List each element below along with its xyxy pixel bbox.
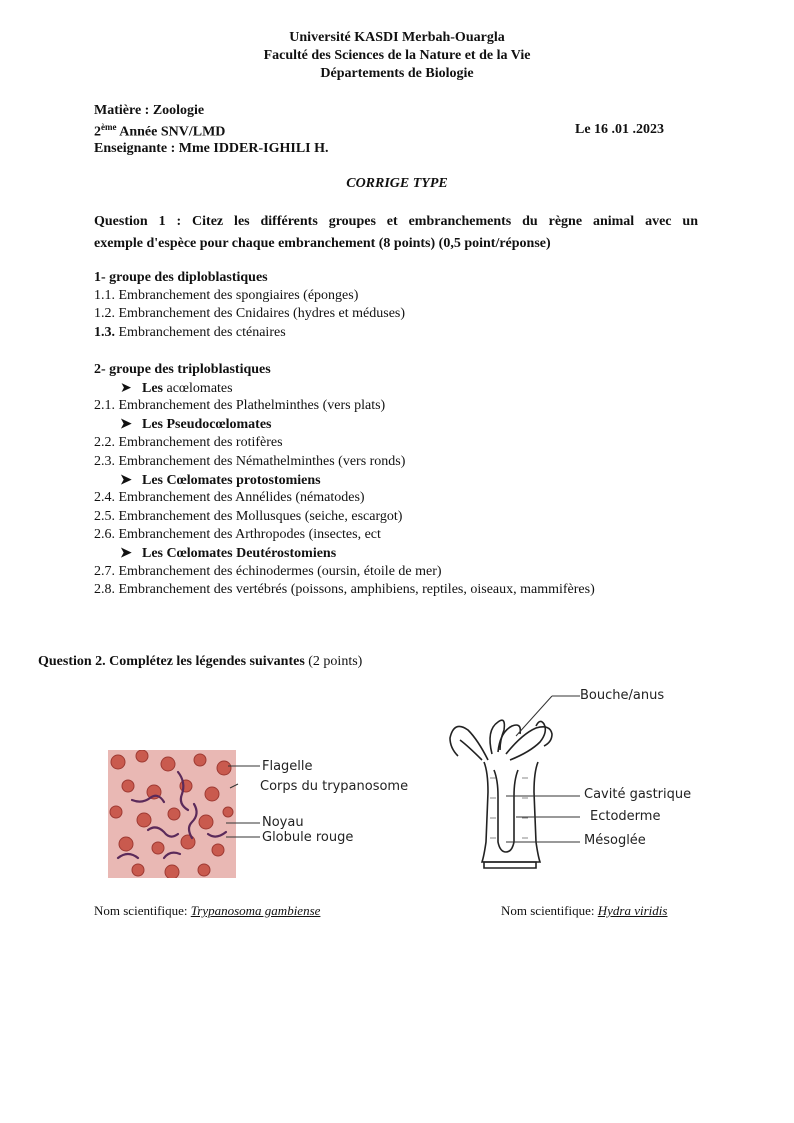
trypanosoma-name: Trypanosoma gambiense xyxy=(190,903,321,918)
label-globule-rouge: Globule rouge xyxy=(262,830,354,845)
group-2-title: 2- groupe des triploblastiques xyxy=(94,362,271,377)
subject: Matière : Zoologie xyxy=(94,103,205,118)
arrow-bullet-icon: ➤ xyxy=(120,473,132,488)
subgroup-protostomiens xyxy=(120,472,321,489)
group-1-item-3-text: Embranchement des cténaires xyxy=(118,325,286,340)
line-2-5: 2.5. Embranchement des Mollusques (seiche, escargot) xyxy=(94,509,403,524)
subgroup-acoelomates-bold: Les xyxy=(142,381,163,396)
line-2-7: 2.7. Embranchement des échinodermes (oursin, étoile de mer) xyxy=(94,564,442,579)
year-rest: Année SNV/LMD xyxy=(116,124,226,140)
page-title: CORRIGE TYPE xyxy=(346,176,448,191)
question-2-rest: (2 points) xyxy=(304,654,363,669)
label-corps-trypanosome: Corps du trypanosome xyxy=(260,779,409,794)
line-2-8: 2.8. Embranchement des vertébrés (poissons, amphibiens, reptiles, oiseaux, mammifères) xyxy=(94,582,595,597)
subgroup-acoelomates-rest: acœlomates xyxy=(163,381,233,396)
year-number: 2 xyxy=(94,124,101,140)
university-name: Université KASDI Merbah-Ouargla xyxy=(289,30,505,45)
question-2-bold: Question 2. Complétez les légendes suivantes xyxy=(38,654,305,669)
subgroup-acoelomates xyxy=(120,380,233,397)
hydra-name: Hydra viridis xyxy=(597,903,668,918)
subgroup-protostomiens-text: Les Cœlomates protostomiens xyxy=(142,473,321,488)
hydra-leader-lines xyxy=(506,694,582,856)
date: Le 16 .01 .2023 xyxy=(575,122,665,137)
label-bouche-anus: Bouche/anus xyxy=(580,688,665,703)
line-2-6: 2.6. Embranchement des Arthropodes (insectes, ect xyxy=(94,527,381,542)
arrow-bullet-icon: ➤ xyxy=(120,417,132,432)
label-ectoderme: Ectoderme xyxy=(590,809,661,824)
label-flagelle: Flagelle xyxy=(262,759,313,774)
subgroup-pseudocoelomates-text: Les Pseudocœlomates xyxy=(142,417,272,432)
label-cavite-gastrique: Cavité gastrique xyxy=(584,787,692,802)
teacher: Enseignante : Mme IDDER-IGHILI H. xyxy=(94,141,329,156)
label-mesoglee: Mésoglée xyxy=(584,833,646,848)
subgroup-pseudocoelomates xyxy=(120,416,272,433)
line-2-4: 2.4. Embranchement des Annélides (nématodes) xyxy=(94,490,365,505)
group-1-title: 1- groupe des diploblastiques xyxy=(94,270,268,285)
line-2-1: 2.1. Embranchement des Plathelminthes (vers plats) xyxy=(94,398,386,413)
scientific-name-trypanosoma xyxy=(94,903,320,919)
question-2 xyxy=(38,654,362,670)
line-2-2: 2.2. Embranchement des rotifères xyxy=(94,435,283,450)
question-1-line-2: exemple d'espèce pour chaque embranchement (8 points) (0,5 point/réponse) xyxy=(94,236,551,251)
subgroup-deuterostomiens-text: Les Cœlomates Deutérostomiens xyxy=(142,546,337,561)
line-2-3: 2.3. Embranchement des Némathelminthes (vers ronds) xyxy=(94,454,406,469)
question-1-line-1: Question 1 : Citez les différents groupes et embranchements du règne animal avec un xyxy=(94,214,698,229)
group-1-item-2: 1.2. Embranchement des Cnidaires (hydres et méduses) xyxy=(94,306,406,321)
faculty-name: Faculté des Sciences de la Nature et de la Vie xyxy=(263,48,531,63)
trypanosome-micrograph xyxy=(108,750,236,878)
group-1-item-3-number: 1.3. xyxy=(94,325,115,340)
scientific-name-hydra xyxy=(501,903,667,919)
scientific-name-prefix-2: Nom scientifique: xyxy=(501,903,598,918)
trypanosome-leader-lines xyxy=(226,760,262,840)
arrow-bullet-icon: ➤ xyxy=(120,546,132,561)
year-superscript: ème xyxy=(101,122,117,132)
group-1-item-3 xyxy=(94,325,286,341)
year-line xyxy=(94,122,225,141)
scientific-name-prefix: Nom scientifique: xyxy=(94,903,191,918)
subgroup-deuterostomiens xyxy=(120,545,336,562)
arrow-bullet-icon: ➤ xyxy=(120,381,132,396)
group-1-item-1: 1.1. Embranchement des spongiaires (éponges) xyxy=(94,288,359,303)
label-noyau: Noyau xyxy=(262,815,304,830)
department-name: Départements de Biologie xyxy=(320,66,474,81)
